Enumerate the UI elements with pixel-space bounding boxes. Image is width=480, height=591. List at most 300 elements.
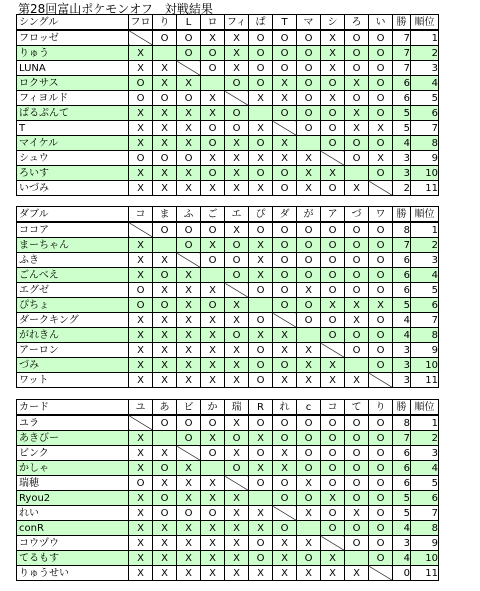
result-cell: O [273, 61, 297, 76]
self-match-cell [345, 551, 369, 566]
result-cell: O [297, 298, 321, 313]
result-cell: X [129, 446, 153, 461]
rank-value: 1 [411, 30, 439, 46]
player-name: がれきん [17, 328, 129, 343]
player-name: ロクサス [17, 76, 129, 91]
result-cell: O [369, 343, 393, 358]
result-cell: X [153, 106, 177, 121]
result-cell: X [249, 91, 273, 106]
result-cell: X [321, 358, 345, 373]
result-cell: O [345, 446, 369, 461]
result-cell: X [177, 313, 201, 328]
result-cell: O [225, 431, 249, 446]
opponent-column-header: ふ [177, 207, 201, 223]
rank-value: 3 [411, 446, 439, 461]
result-cell: X [201, 328, 225, 343]
table-row [17, 222, 439, 238]
table-header-row [17, 15, 439, 31]
opponent-column-header: L [177, 15, 201, 31]
result-cell: O [321, 506, 345, 521]
result-cell: X [129, 268, 153, 283]
result-cell: X [177, 476, 201, 491]
table-row [17, 506, 439, 521]
result-cell: O [177, 415, 201, 431]
result-cell: X [201, 476, 225, 491]
self-match-cell [201, 76, 225, 91]
result-cell: O [297, 46, 321, 61]
result-cell: O [249, 343, 273, 358]
opponent-column-header: り [369, 400, 393, 416]
table-row [17, 268, 439, 283]
result-cell: O [321, 476, 345, 491]
table-row [17, 373, 439, 388]
result-cell: O [225, 268, 249, 283]
result-cell: O [297, 446, 321, 461]
result-cell: X [153, 136, 177, 151]
rank-value: 10 [411, 551, 439, 566]
result-cell: X [273, 461, 297, 476]
player-name: エグゼ [17, 283, 129, 298]
result-cell: O [249, 476, 273, 491]
result-cell: O [321, 415, 345, 431]
wins-header: 勝 [393, 400, 411, 416]
result-cell: X [249, 461, 273, 476]
rank-value: 11 [411, 373, 439, 388]
rank-value: 10 [411, 358, 439, 373]
player-name: アーロン [17, 343, 129, 358]
result-cell: X [321, 373, 345, 388]
self-match-cell [177, 61, 201, 76]
player-name: LUNA [17, 61, 129, 76]
result-cell: X [129, 46, 153, 61]
opponent-column-header: ま [153, 207, 177, 223]
result-cell: X [297, 283, 321, 298]
opponent-column-header: ユ [129, 400, 153, 416]
result-cell: O [153, 151, 177, 166]
table-row [17, 521, 439, 536]
division-label: シングル [17, 15, 129, 31]
result-cell: X [297, 181, 321, 196]
result-cell: X [177, 343, 201, 358]
result-cell: X [177, 566, 201, 581]
result-cell: O [273, 283, 297, 298]
player-name: あきびー [17, 431, 129, 446]
wins-count: 3 [393, 358, 411, 373]
result-cell: X [153, 551, 177, 566]
rank-header: 順位 [411, 400, 439, 416]
opponent-column-header: エ [225, 207, 249, 223]
result-cell: O [297, 30, 321, 46]
result-cell: X [321, 46, 345, 61]
player-name: conR [17, 521, 129, 536]
player-name: ダークキング [17, 313, 129, 328]
wins-count: 6 [393, 461, 411, 476]
self-match-cell [273, 121, 297, 136]
result-cell: X [129, 566, 153, 581]
result-cell: X [177, 136, 201, 151]
result-cell: O [369, 313, 393, 328]
result-cell: X [225, 298, 249, 313]
self-match-cell [273, 506, 297, 521]
result-cell: X [249, 121, 273, 136]
opponent-column-header: T [273, 15, 297, 31]
result-cell: X [297, 373, 321, 388]
result-cell: O [273, 431, 297, 446]
player-name: りゅう [17, 46, 129, 61]
result-cell: O [297, 431, 321, 446]
result-cell: O [225, 121, 249, 136]
result-cell: X [177, 491, 201, 506]
result-cell: O [153, 415, 177, 431]
opponent-column-header: ぱ [249, 15, 273, 31]
result-cell: O [345, 46, 369, 61]
results-table-0 [16, 14, 439, 196]
result-cell: X [129, 551, 153, 566]
wins-count: 3 [393, 373, 411, 388]
result-cell: X [321, 166, 345, 181]
rank-value: 5 [411, 476, 439, 491]
result-cell: X [201, 551, 225, 566]
result-cell: X [225, 521, 249, 536]
result-cell: O [225, 328, 249, 343]
table-row [17, 536, 439, 551]
result-cell: O [249, 61, 273, 76]
result-cell: O [225, 461, 249, 476]
player-name: れい [17, 506, 129, 521]
rank-value: 6 [411, 298, 439, 313]
rank-value: 7 [411, 121, 439, 136]
result-cell: O [321, 253, 345, 268]
wins-count: 6 [393, 253, 411, 268]
result-cell: O [345, 30, 369, 46]
opponent-column-header: か [201, 400, 225, 416]
result-cell: O [153, 298, 177, 313]
result-cell: X [297, 506, 321, 521]
result-cell: O [345, 343, 369, 358]
wins-count: 4 [393, 313, 411, 328]
table-row [17, 328, 439, 343]
player-name: づみ [17, 358, 129, 373]
result-cell: X [249, 431, 273, 446]
result-cell: X [201, 536, 225, 551]
result-cell: X [321, 298, 345, 313]
result-cell: X [249, 181, 273, 196]
result-cell: X [225, 446, 249, 461]
result-cell: X [273, 373, 297, 388]
result-cell: X [297, 343, 321, 358]
player-name: ワット [17, 373, 129, 388]
result-cell: X [153, 358, 177, 373]
table-header-row [17, 400, 439, 416]
result-cell: X [321, 551, 345, 566]
result-cell: O [177, 222, 201, 238]
self-match-cell [177, 446, 201, 461]
rank-value: 2 [411, 46, 439, 61]
result-cell: X [201, 358, 225, 373]
self-match-cell [249, 106, 273, 121]
wins-count: 6 [393, 91, 411, 106]
table-row [17, 298, 439, 313]
result-cell: X [345, 181, 369, 196]
result-cell: O [345, 283, 369, 298]
self-match-cell [201, 268, 225, 283]
player-name: ろいす [17, 166, 129, 181]
opponent-column-header: フロ [129, 15, 153, 31]
result-cell: O [369, 536, 393, 551]
result-cell: X [177, 521, 201, 536]
result-cell: X [177, 551, 201, 566]
result-cell: X [201, 283, 225, 298]
rank-value: 9 [411, 151, 439, 166]
result-cell: X [297, 476, 321, 491]
opponent-column-header: コ [321, 400, 345, 416]
result-cell: X [297, 166, 321, 181]
result-cell: X [129, 106, 153, 121]
result-cell: O [345, 431, 369, 446]
rank-value: 6 [411, 491, 439, 506]
result-cell: O [297, 61, 321, 76]
result-cell: X [225, 46, 249, 61]
opponent-column-header: ア [321, 207, 345, 223]
wins-count: 3 [393, 536, 411, 551]
result-cell: O [177, 91, 201, 106]
result-cell: O [321, 268, 345, 283]
result-cell: X [177, 373, 201, 388]
table-row [17, 566, 439, 581]
table-row [17, 30, 439, 46]
result-cell: X [177, 181, 201, 196]
result-cell: X [153, 566, 177, 581]
player-name: ぱるぷんて [17, 106, 129, 121]
result-cell: X [201, 106, 225, 121]
result-cell: X [153, 283, 177, 298]
opponent-column-header: R [249, 400, 273, 416]
result-cell: X [273, 151, 297, 166]
player-name: てるもす [17, 551, 129, 566]
rank-value: 5 [411, 283, 439, 298]
table-row [17, 166, 439, 181]
result-cell: X [225, 343, 249, 358]
wins-count: 4 [393, 328, 411, 343]
result-cell: O [369, 461, 393, 476]
result-cell: X [225, 536, 249, 551]
opponent-column-header: マ [297, 15, 321, 31]
player-name: りゅうせい [17, 566, 129, 581]
player-name: ビンク [17, 446, 129, 461]
result-cell: O [369, 222, 393, 238]
result-cell: O [201, 253, 225, 268]
rank-value: 8 [411, 136, 439, 151]
result-cell: O [177, 151, 201, 166]
result-cell: X [249, 521, 273, 536]
result-cell: X [177, 328, 201, 343]
result-cell: X [129, 358, 153, 373]
result-cell: X [225, 30, 249, 46]
result-cell: O [369, 476, 393, 491]
table-row [17, 91, 439, 106]
result-cell: O [321, 181, 345, 196]
result-cell: O [369, 431, 393, 446]
opponent-column-header: が [297, 207, 321, 223]
result-cell: O [297, 268, 321, 283]
rank-value: 6 [411, 106, 439, 121]
rank-value: 4 [411, 268, 439, 283]
result-cell: O [369, 91, 393, 106]
rank-value: 3 [411, 61, 439, 76]
rank-value: 4 [411, 76, 439, 91]
rank-value: 5 [411, 91, 439, 106]
table-row [17, 551, 439, 566]
wins-count: 7 [393, 30, 411, 46]
rank-value: 11 [411, 181, 439, 196]
page-title: 第28回富山ポケモンオフ 対戦結果 [18, 2, 213, 16]
result-cell: X [345, 506, 369, 521]
result-cell: O [201, 121, 225, 136]
rank-value: 9 [411, 343, 439, 358]
result-cell: O [345, 91, 369, 106]
self-match-cell [129, 415, 153, 431]
result-cell: X [273, 76, 297, 91]
player-name: シュウ [17, 151, 129, 166]
result-cell: O [201, 506, 225, 521]
rank-value: 2 [411, 238, 439, 253]
self-match-cell [153, 238, 177, 253]
result-cell: O [369, 358, 393, 373]
result-cell: O [297, 461, 321, 476]
opponent-column-header: り [153, 15, 177, 31]
result-cell: O [129, 476, 153, 491]
result-cell: O [369, 106, 393, 121]
result-cell: O [297, 551, 321, 566]
result-cell: O [345, 328, 369, 343]
result-cell: X [129, 521, 153, 536]
result-cell: O [273, 298, 297, 313]
player-name: T [17, 121, 129, 136]
result-cell: O [273, 30, 297, 46]
result-cell: O [177, 46, 201, 61]
result-cell: X [321, 566, 345, 581]
result-cell: O [369, 76, 393, 91]
result-cell: O [369, 415, 393, 431]
result-cell: O [225, 253, 249, 268]
result-cell: X [249, 566, 273, 581]
player-name: ユラ [17, 415, 129, 431]
table-row [17, 358, 439, 373]
result-cell: X [129, 121, 153, 136]
table-row [17, 343, 439, 358]
result-cell: X [321, 91, 345, 106]
player-name: マイケル [17, 136, 129, 151]
result-cell: O [297, 313, 321, 328]
table-row [17, 446, 439, 461]
result-cell: O [369, 136, 393, 151]
result-cell: X [153, 76, 177, 91]
self-match-cell [225, 476, 249, 491]
result-cell: X [249, 506, 273, 521]
table-row [17, 121, 439, 136]
result-cell: O [297, 76, 321, 91]
result-cell: O [345, 476, 369, 491]
wins-count: 2 [393, 181, 411, 196]
result-cell: O [297, 238, 321, 253]
table-row [17, 283, 439, 298]
result-cell: X [225, 313, 249, 328]
result-cell: O [273, 238, 297, 253]
wins-count: 7 [393, 61, 411, 76]
result-cell: X [225, 181, 249, 196]
result-cell: O [129, 151, 153, 166]
result-cell: X [153, 476, 177, 491]
result-cell: X [225, 166, 249, 181]
result-cell: O [129, 91, 153, 106]
result-cell: X [225, 222, 249, 238]
player-name: Ryou2 [17, 491, 129, 506]
result-cell: X [345, 566, 369, 581]
result-cell: X [225, 566, 249, 581]
results-table-1 [16, 206, 439, 388]
result-cell: O [369, 491, 393, 506]
result-cell: O [345, 491, 369, 506]
result-cell: O [273, 268, 297, 283]
player-name: フィヨルド [17, 91, 129, 106]
wins-count: 7 [393, 46, 411, 61]
rank-value: 4 [411, 461, 439, 476]
result-cell: O [369, 268, 393, 283]
result-cell: O [345, 415, 369, 431]
table-row [17, 238, 439, 253]
wins-count: 5 [393, 298, 411, 313]
result-cell: O [201, 61, 225, 76]
result-cell: O [201, 298, 225, 313]
opponent-column-header: シ [321, 15, 345, 31]
result-cell: O [369, 30, 393, 46]
rank-value: 3 [411, 253, 439, 268]
opponent-column-header: ダ [273, 207, 297, 223]
player-name: フロッゼ [17, 30, 129, 46]
result-cell: O [345, 136, 369, 151]
wins-count: 8 [393, 415, 411, 431]
opponent-column-header: ロ [201, 15, 225, 31]
result-cell: O [129, 76, 153, 91]
result-cell: X [129, 238, 153, 253]
wins-count: 5 [393, 491, 411, 506]
result-cell: X [345, 313, 369, 328]
opponent-column-header: ビ [177, 400, 201, 416]
opponent-column-header: づ [345, 207, 369, 223]
result-cell: O [225, 106, 249, 121]
result-cell: X [201, 521, 225, 536]
self-match-cell [153, 431, 177, 446]
self-match-cell [249, 298, 273, 313]
result-cell: X [369, 151, 393, 166]
division-label: カード [17, 400, 129, 416]
wins-count: 6 [393, 268, 411, 283]
result-cell: X [249, 328, 273, 343]
result-cell: X [177, 358, 201, 373]
result-cell: X [153, 121, 177, 136]
result-cell: O [345, 536, 369, 551]
result-cell: O [153, 491, 177, 506]
result-cell: X [297, 536, 321, 551]
result-cell: O [345, 253, 369, 268]
result-cell: X [201, 313, 225, 328]
result-cell: O [273, 521, 297, 536]
table-row [17, 61, 439, 76]
result-cell: X [153, 446, 177, 461]
result-cell: X [249, 253, 273, 268]
result-cell: O [273, 358, 297, 373]
result-cell: X [201, 566, 225, 581]
